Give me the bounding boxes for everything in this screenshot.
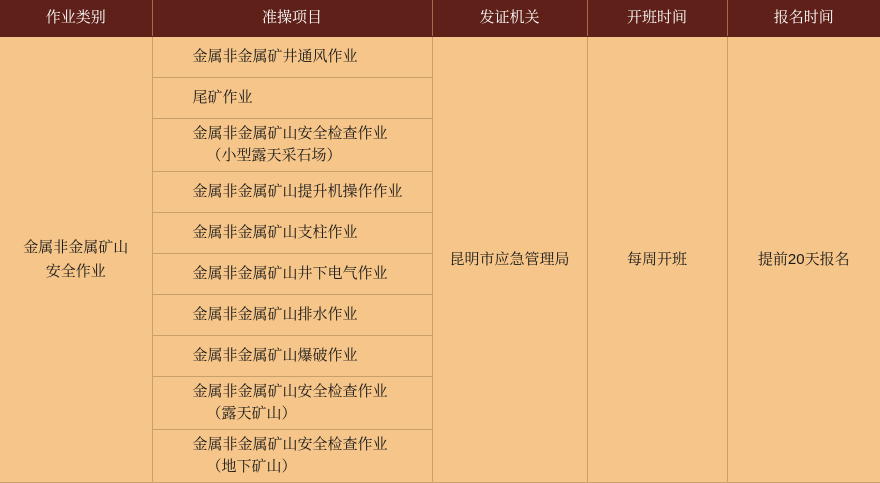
operation-item-text: 金属非金属矿山支柱作业: [192, 224, 358, 242]
cell-operation-item: [152, 119, 432, 172]
cell-operation-item: [152, 295, 432, 336]
cell-category: [0, 37, 152, 483]
cell-operation-item: [152, 78, 432, 119]
column-header-start-time: 开班时间: [587, 0, 727, 37]
cell-operation-item: [152, 172, 432, 213]
header-row: [0, 0, 880, 37]
cell-operation-item: [152, 213, 432, 254]
cell-operation-item: [152, 336, 432, 377]
operation-item-text: 金属非金属矿山安全检查作业: [192, 125, 388, 143]
operation-item-text: 金属非金属矿山爆破作业: [192, 347, 358, 365]
table-body: [0, 37, 880, 483]
category-line-2: 安全作业: [45, 262, 106, 280]
operation-item-text: 金属非金属矿山安全检查作业: [192, 436, 388, 454]
column-header-operation-item: 准操项目: [152, 0, 432, 37]
table-header: [0, 0, 880, 37]
operation-item-subtext: （露天矿山）: [206, 405, 297, 422]
cell-start-time: 每周开班: [587, 37, 727, 483]
table-row: [0, 37, 880, 78]
operation-item-text: 金属非金属矿山安全检查作业: [192, 383, 388, 401]
operation-item-text: 金属非金属矿山排水作业: [192, 306, 358, 324]
operation-item-text: 金属非金属矿井通风作业: [192, 48, 358, 66]
operation-item-text: 尾矿作业: [192, 89, 253, 107]
column-header-category: 作业类别: [0, 0, 152, 37]
cell-operation-item: [152, 254, 432, 295]
operation-item-subtext: （小型露天采石场）: [206, 147, 342, 164]
cell-operation-item: [152, 377, 432, 430]
column-header-signup-time: 报名时间: [727, 0, 880, 37]
operation-item-subtext: （地下矿山）: [206, 458, 297, 475]
operation-item-text: 金属非金属矿山井下电气作业: [192, 265, 388, 283]
cell-operation-item: [152, 430, 432, 483]
column-header-issuing-authority: 发证机关: [432, 0, 587, 37]
category-line-1: 金属非金属矿山: [23, 238, 129, 256]
cell-operation-item: [152, 37, 432, 78]
cell-signup-time: 提前20天报名: [727, 37, 880, 483]
operation-item-text: 金属非金属矿山提升机操作作业: [192, 183, 403, 201]
cell-issuing-authority: 昆明市应急管理局: [432, 37, 587, 483]
